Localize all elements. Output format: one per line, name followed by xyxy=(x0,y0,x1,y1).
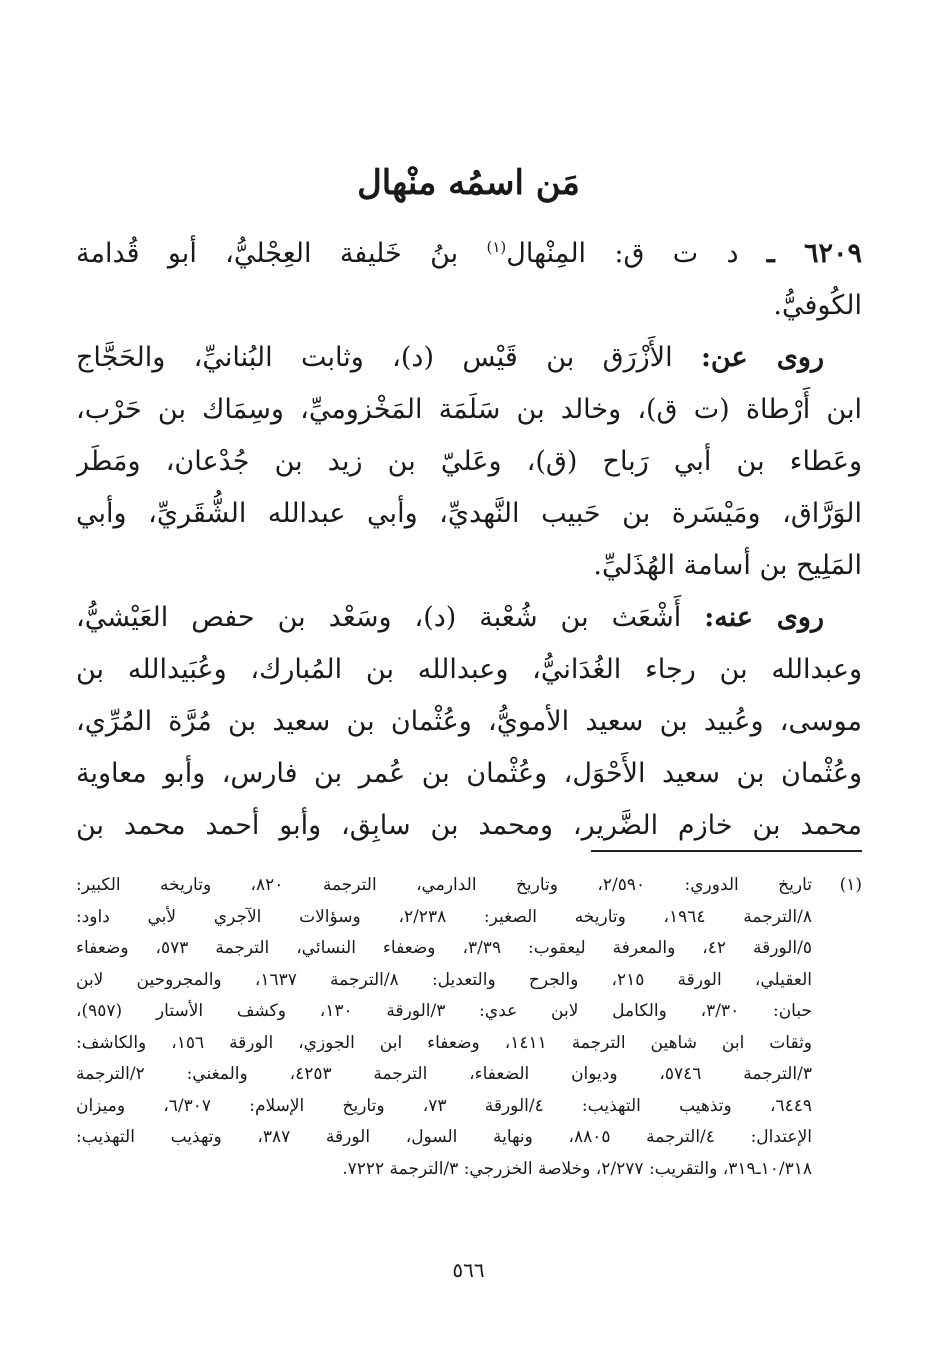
footnote-line-3: ٥/الورقة ٤٢، والمعرفة ليعقوب: ٣/٣٩، وضعفاء النسائي، الترجمة ٥٧٣، وضعفاء xyxy=(76,938,812,958)
narrated-from-line-1 xyxy=(76,332,862,384)
entry-line-1 xyxy=(76,228,862,280)
entry-codes: د ت ق: xyxy=(614,238,739,269)
footnote-line-6: وثقات ابن شاهين الترجمة ١٤١١، وضعفاء ابن الجوزي، الورقة ١٥٦، والكاشف: xyxy=(76,1032,813,1053)
footnote-line-2: ٨/الترجمة ١٩٦٤، وتاريخه الصغير: ٢/٢٣٨، وسؤالات الآجري لأبي داود: xyxy=(76,906,812,927)
narrated-by-line-2: وعبدالله بن رجاء الغُدَانيُّ، وعبدالله بن المُبارك، وعُبَيدالله بن xyxy=(76,654,862,685)
entry-name: المِنْهال xyxy=(506,238,587,269)
main-text xyxy=(76,228,862,852)
footnote-separator xyxy=(591,850,862,852)
narrated-from-line-2: ابن أَرْطاة (ت ق)، وخالد بن سَلَمَة المَخْزوميِّ، وسِمَاك بن حَرْب، xyxy=(76,394,862,425)
section-heading: مَن اسمُه منْهال xyxy=(357,163,580,203)
footnote-line-7: ٣/الترجمة ٥٧٤٦، وديوان الضعفاء، الترجمة ٤٢٥٣، والمغني: ٢/الترجمة xyxy=(76,1064,812,1084)
page-number: ٥٦٦ xyxy=(452,1258,485,1282)
entry-number: ٦٢٠٩ ـ xyxy=(766,238,862,269)
footnote-line-4: العقيلي، الورقة ٢١٥، والجرح والتعديل: ٨/الترجمة ١٦٣٧، والمجروحين لابن xyxy=(76,969,812,990)
entry-line-2: الكُوفيُّ. xyxy=(773,290,862,321)
narrated-by-label: روى عنه: xyxy=(704,602,824,633)
narrated-by-line-1-rest: أَشْعَث بن شُعْبة (د)، وسَعْد بن حفص العَيْشيُّ، xyxy=(76,602,682,633)
narrated-by-line-5: محمد بن خازم الضَّرير، ومحمد بن سابِق، وأبو أحمد محمد بن xyxy=(76,810,862,841)
narrated-from-line-5: المَلِيح بن أسامة الهُذَليِّ. xyxy=(593,550,862,581)
footnote-line-1-text: تاريخ الدوري: ٢/٥٩٠، وتاريخ الدارمي، الترجمة ٨٢٠، وتاريخه الكبير: xyxy=(76,875,812,895)
narrated-from-line-3: وعَطاء بن أبي رَباح (ق)، وعَليّ بن زيد بن جُدْعان، ومَطَر xyxy=(76,446,862,477)
narrated-from-line-1-rest: الأَزْرَق بن قَيْس (د)، وثابت البُنانيِّ، والحَجَّاج xyxy=(76,342,673,373)
narrated-by-line-4: وعُثْمان بن سعيد الأَحْوَل، وعُثْمان بن عُمر بن فارس، وأبو معاوية xyxy=(76,758,862,789)
footnote-line-1 xyxy=(76,870,862,902)
narrated-from-label: روى عن: xyxy=(700,342,824,373)
footnote-marker[interactable]: (١) xyxy=(486,238,507,256)
footnote-line-10: ١٠/٣١٨ـ٣١٩، والتقريب: ٢/٢٧٧، وخلاصة الخزرجي: ٣/الترجمة ٧٢٢٢. xyxy=(342,1158,812,1179)
footnote-line-8: ٦٤٤٩، وتذهيب التهذيب: ٤/الورقة ٧٣، وتاريخ الإسلام: ٦/٣٠٧، وميزان xyxy=(76,1095,812,1116)
footnotes xyxy=(76,870,862,1185)
narrated-from-line-4: الوَرَّاق، ومَيْسَرة بن حَبيب النَّهديِّ، وأبي عبدالله الشُّقَريِّ، وأبي xyxy=(76,498,862,529)
footnote-number: (١) xyxy=(839,875,862,895)
footnote-line-9: الإعتدال: ٤/الترجمة ٨٨٠٥، ونهاية السول، الورقة ٣٨٧، وتهذيب التهذيب: xyxy=(76,1127,812,1147)
narrated-by-line-1 xyxy=(76,592,862,644)
entry-line-1-rest: بنُ خَليفة العِجْليُّ، أبو قُدامة xyxy=(76,238,459,269)
narrated-by-line-3: موسى، وعُبيد بن سعيد الأمويُّ، وعُثْمان بن سعيد بن مُرَّة المُرِّي، xyxy=(76,706,862,737)
footnote-line-5: حبان: ٣/٣٠، والكامل لابن عدي: ٣/الورقة ١٣٠، وكشف الأستار (٩٥٧)، xyxy=(76,1001,813,1021)
